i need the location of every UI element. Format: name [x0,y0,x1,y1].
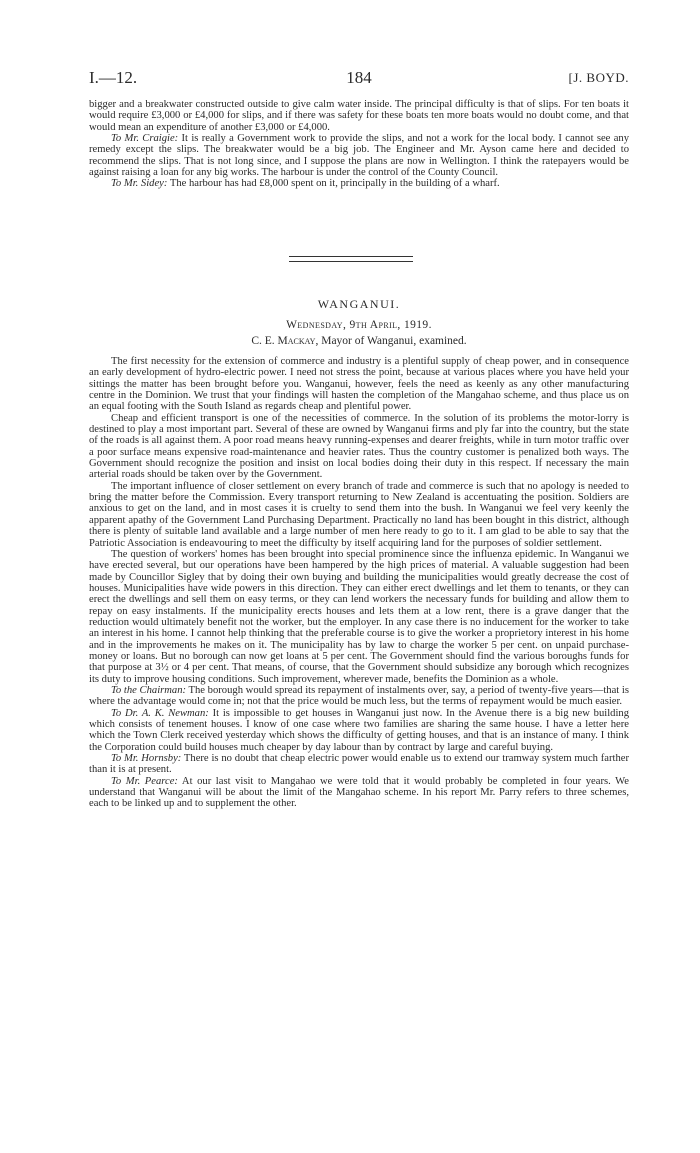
answer-text: It is impossible to get houses in Wanganui just now. In the Avenue there is a big new building which consists of tenement houses. I know of one case where two families are sharing the same house. I have a letter here which the Town Clerk received yesterday which shows the difficulty of getting houses, and that is an instance of many. I think the Corporation could build houses much cheaper by day labour than by contract by large and careful buying. [89,707,629,753]
witness-name: C. E. Mackay, [251,335,319,347]
answer-text: At our last visit to Mangahao we were told that it would probably be completed in four years. We understand that Wanganui will be about the limit of the Mangahao scheme. In his report Mr. Parry refers to three schemes, each to be linked up and to supplement the other. [89,775,629,810]
witness-header: [J. BOYD. [568,70,629,85]
answer-text: It is really a Government work to provide the slips, and not a work for the local body. I cannot see any remedy except the slips. The breakwater would be a big job. The Engineer and Mr. Ayson came here and decided to recommend the slips. That is not long since, and I suppose the plans are now in Wellington. I think the ratepayers would be against raising a loan for any big works. The harbour is under the control of the County Council. [89,133,630,179]
answer-text: There is no doubt that cheap electric power would enable us to extend our tramway system much farther than it is at present. [89,753,629,776]
questioner-label: To Mr. Craigie: [111,133,179,145]
body-paragraph-4: The question of workers' homes has been brought into special prominence since the influenza epidemic. In Wanganui we have erected several, but our operations have been hampered by the high prices of material. A valuable suggestion had been made by Councillor Sigley that by doing their own buying and building the municipalities would greatly decrease the cost of houses. Municipalities have wide powers in this direction. They can either erect dwellings and let them to tenants, or they can erect the dwellings and sell them on easy terms, or they can lend workers the necessary funds for building and allow them to repay on easy instalments. If the municipality erects houses and lets them at a low rent, there is a grave danger that the reduction would ultimately benefit not the worker, but the employer. In any case there is no inducement for the worker to take an interest in his home. I cannot help thinking that the preferable course is to give the worker a proprietory interest in his home and in the improvements he makes on it. The municipality has by law to charge the worker 5 per cent. on unpaid purchase-money or loans. But no borough can now get loans at 5 per cent. The Government should find the various boroughs funds for that purpose at 3½ or 4 per cent. That means, of course, that the Government should subsidize any borough which recognizes its duty to improve housing conditions. Such improvement, wherever made, benefits the Dominion as a whole. [89,548,629,685]
witness-line [89,335,629,347]
intro-section [89,99,629,190]
body-paragraph-7 [89,753,629,776]
page-number: 184 [346,68,372,87]
answer-text: The harbour has had £8,000 spent on it, principally in the building of a wharf. [167,178,500,190]
questioner-label: To Mr. Hornsby: [111,753,182,765]
answer-text: The borough would spread its repayment of instalments over, say, a period of twenty-five years—that is where the advantage would come in; not that the price would be much less, but the terms of repayment would be much easier. [89,684,629,708]
body-paragraph-3: The important influence of closer settlement on every branch of trade and commerce is such that no apology is needed to bring the matter before the Commission. Every transport returning to New Zealand is accentuating the position. Soldiers are anxious to get on the land, and in most cases it is cruelty to send them into the bush. In Wanganui we feel very keenly the apparent apathy of the Government Land Purchasing Department. Practically no land has been bought in this district, although there is plenty of suitable land available and a large number of men here ready to go to it. I am glad to be able to say that the Patriotic Association is endeavouring to meet the difficulty by itself acquiring land for the purposes of soldier settlement. [89,480,629,549]
body-paragraph-1: The first necessity for the extension of commerce and industry is a plentiful supply of cheap power, and in consequence an early development of hydro-electric power. I need not stress the point, because at various places where you have held your sittings the matter has been brought before you. Wanganui, however, feels the need as keenly as any other manufacturing centre in the Dominion. We trust that your findings will hasten the completion of the Mangahao scheme, and thus place us on an equal footing with the South Island as regards cheap and plentiful power. [89,356,629,413]
questioner-label: To the Chairman: [111,684,187,696]
body-paragraph-8 [89,776,629,810]
section-divider [289,256,413,262]
page-header [89,68,629,92]
section-title: WANGANUI. [317,297,401,311]
body-paragraph-5 [89,685,629,708]
testimony-body [89,356,629,810]
questioner-label: To Mr. Sidey: [111,178,168,190]
parliamentary-paper-ref: I.—12. [89,68,138,87]
questioner-label: To Dr. A. K. Newman: [111,707,209,719]
intro-paragraph-1: bigger and a breakwater constructed outside to give calm water inside. The principal difficulty is that of slips. For ten boats it would require £3,000 or £4,000 for slips, and if there was safety for these boats ten more boats would no doubt come, and that would mean an expenditure of another £3,000 or £4,000. [89,99,629,133]
questioner-label: To Mr. Pearce: [111,775,178,787]
witness-role: Mayor of Wanganui, examined. [318,335,467,347]
intro-paragraph-3 [89,178,629,189]
body-paragraph-6 [89,708,629,753]
intro-paragraph-2 [89,133,629,178]
section-date: Wednesday, 9th April, 1919. [286,319,432,331]
body-paragraph-2: Cheap and efficient transport is one of the necessities of commerce. In the solution of its problems the motor-lorry is destined to play a most important part. Several of these are owned by Wanganui firms and ply far into the country, but the state of the roads is all against them. A poor road means heavy running-expenses and dearer freights, while in turn motor traffic over a poor surface means expensive road-maintenance and heavier rates. Thus the country customer is penalized both ways. The Government should recognize the position and insist on local bodies doing their duty in this respect. If necessary the main arterial roads should be taken over by the Government. [89,412,629,481]
